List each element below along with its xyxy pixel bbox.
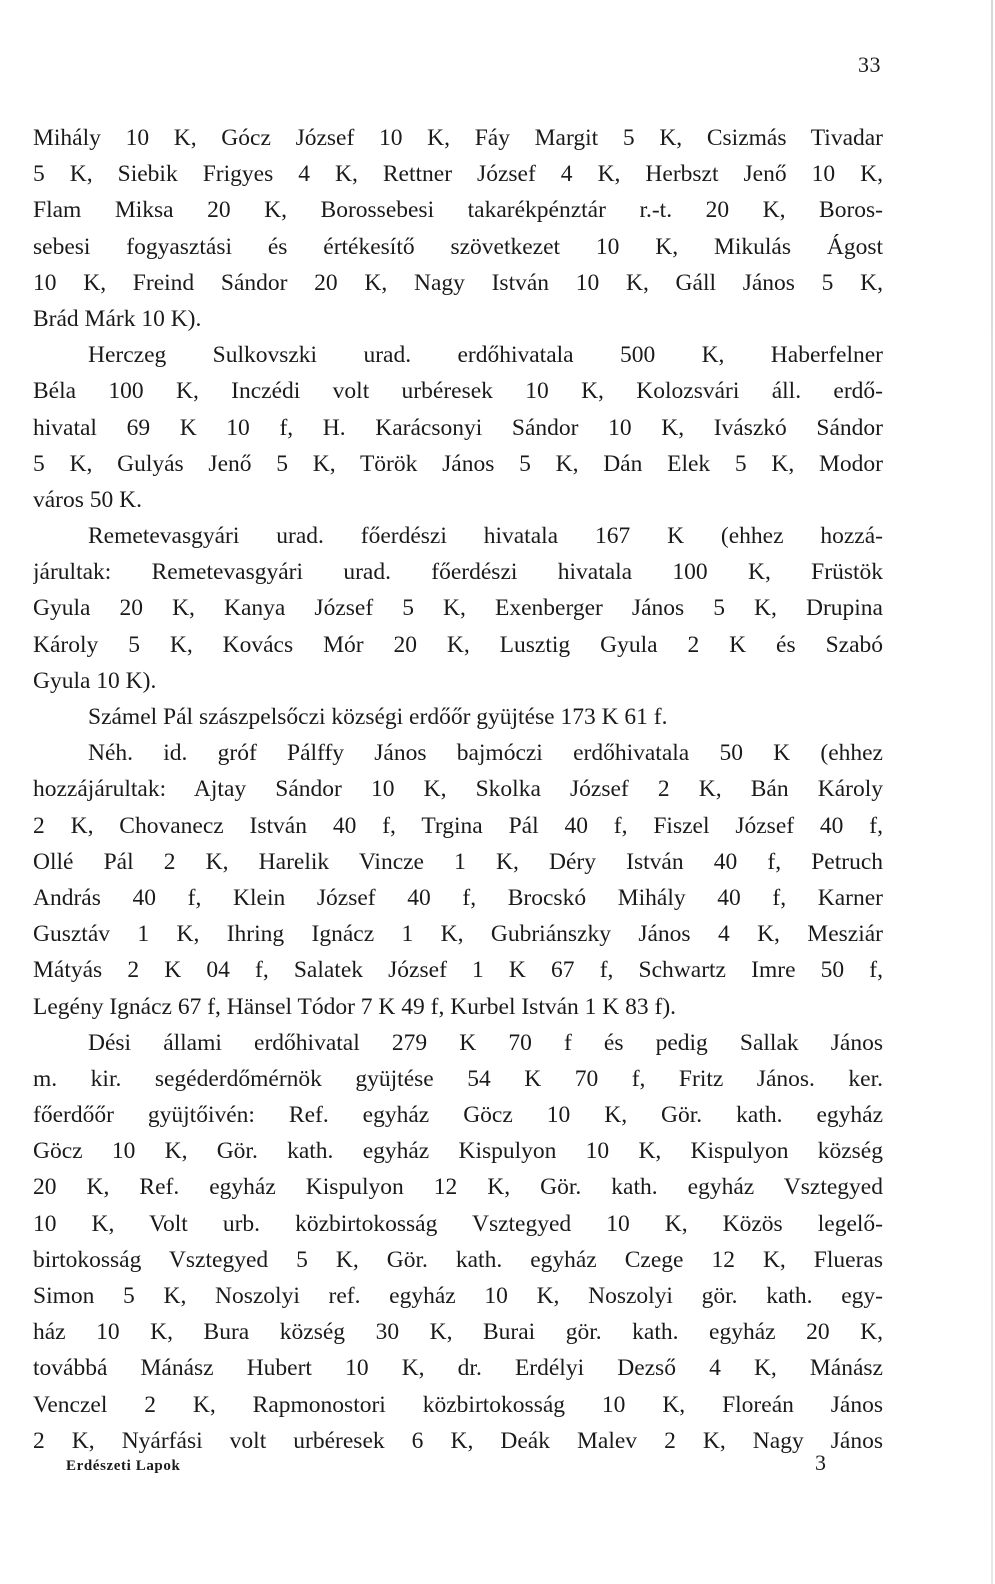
text-line: Mátyás 2 K 04 f, Salatek József 1 K 67 f, Schwartz Imre 50 f,: [33, 957, 883, 984]
text-line: Béla 100 K, Inczédi volt urbéresek 10 K, Kolozsvári áll. erdő-: [33, 378, 883, 405]
text-line: 2 K, Chovanecz István 40 f, Trgina Pál 40 f, Fiszel József 40 f,: [33, 812, 883, 839]
text-line: Ollé Pál 2 K, Harelik Vincze 1 K, Déry István 40 f, Petruch: [33, 848, 883, 875]
body-text: [33, 120, 883, 1459]
text-line: Gyula 10 K).: [33, 667, 157, 694]
text-line: 10 K, Volt urb. közbirtokosság Vsztegyed 10 K, Közös legelő-: [33, 1210, 883, 1237]
text-line: birtokosság Vsztegyed 5 K, Gör. kath. egyház Czege 12 K, Flueras: [33, 1246, 883, 1273]
page-footer: [66, 1450, 826, 1476]
text-line: Flam Miksa 20 K, Borossebesi takarékpénztár r.-t. 20 K, Boros-: [33, 197, 883, 224]
text-line: járultak: Remetevasgyári urad. főerdészi hivatala 100 K, Früstök: [33, 559, 883, 586]
text-line: Mihály 10 K, Gócz József 10 K, Fáy Margit 5 K, Csizmás Tivadar: [33, 125, 883, 151]
text-line: továbbá Mánász Hubert 10 K, dr. Erdélyi Dezső 4 K, Mánász: [33, 1355, 883, 1382]
text-line: Dési állami erdőhivatal 279 K 70 f és pedig Sallak János: [88, 1029, 883, 1056]
page-number: 33: [858, 52, 881, 77]
text-line: hozzájárultak: Ajtay Sándor 10 K, Skolka József 2 K, Bán Károly: [33, 776, 883, 803]
text-line: Legény Ignácz 67 f, Hänsel Tódor 7 K 49 f, Kurbel István 1 K 83 f).: [33, 993, 677, 1020]
text-line: 5 K, Siebik Frigyes 4 K, Rettner József 4 K, Herbszt Jenő 10 K,: [33, 161, 883, 188]
text-line: város 50 K.: [33, 486, 142, 513]
text-line: 20 K, Ref. egyház Kispulyon 12 K, Gör. kath. egyház Vsztegyed: [33, 1174, 883, 1201]
text-line: Venczel 2 K, Rapmonostori közbirtokosság 10 K, Floreán János: [33, 1391, 883, 1418]
text-line: Simon 5 K, Noszolyi ref. egyház 10 K, Noszolyi gör. kath. egy-: [33, 1283, 883, 1309]
text-line: 10 K, Freind Sándor 20 K, Nagy István 10 K, Gáll János 5 K,: [33, 269, 883, 296]
text-line: Gyula 20 K, Kanya József 5 K, Exenberger János 5 K, Drupina: [33, 595, 883, 622]
text-line: Herczeg Sulkovszki urad. erdőhivatala 500 K, Haberfelner: [88, 342, 883, 369]
text-line: 2 K, Nyárfási volt urbéresek 6 K, Deák Malev 2 K, Nagy János: [33, 1427, 883, 1454]
text-line: Brád Márk 10 K).: [33, 305, 202, 332]
text-line: ház 10 K, Bura község 30 K, Burai gör. kath. egyház 20 K,: [33, 1319, 883, 1346]
text-line: Göcz 10 K, Gör. kath. egyház Kispulyon 10 K, Kispulyon község: [33, 1138, 883, 1165]
text-line: 5 K, Gulyás Jenő 5 K, Török János 5 K, Dán Elek 5 K, Modor: [33, 450, 883, 477]
text-line: sebesi fogyasztási és értékesítő szövetkezet 10 K, Mikulás Ágost: [33, 233, 883, 260]
text-line: Néh. id. gróf Pálffy János bajmóczi erdőhivatala 50 K (ehhez: [88, 740, 883, 767]
text-line: főerdőőr gyüjtőivén: Ref. egyház Göcz 10 K, Gör. kath. egyház: [33, 1102, 883, 1129]
text-line: m. kir. segéderdőmérnök gyüjtése 54 K 70 f, Fritz János. ker.: [33, 1065, 883, 1092]
text-line: hivatal 69 K 10 f, H. Karácsonyi Sándor 10 K, Ivászkó Sándor: [33, 414, 883, 441]
text-line: Gusztáv 1 K, Ihring Ignácz 1 K, Gubriánszky János 4 K, Mesziár: [33, 921, 883, 948]
text-line: Károly 5 K, Kovács Mór 20 K, Lusztig Gyula 2 K és Szabó: [33, 631, 883, 658]
footer-signature-mark: 3: [815, 1450, 826, 1475]
footer-journal-name: Erdészeti Lapok: [66, 1458, 181, 1474]
text-line: Számel Pál szászpelsőczi községi erdőőr gyüjtése 173 K 61 f.: [88, 704, 668, 730]
text-line: Remetevasgyári urad. főerdészi hivatala 167 K (ehhez hozzá-: [88, 523, 883, 550]
page-edge-divider: [991, 0, 993, 1584]
text-line: András 40 f, Klein József 40 f, Brocskó Mihály 40 f, Karner: [33, 884, 883, 911]
